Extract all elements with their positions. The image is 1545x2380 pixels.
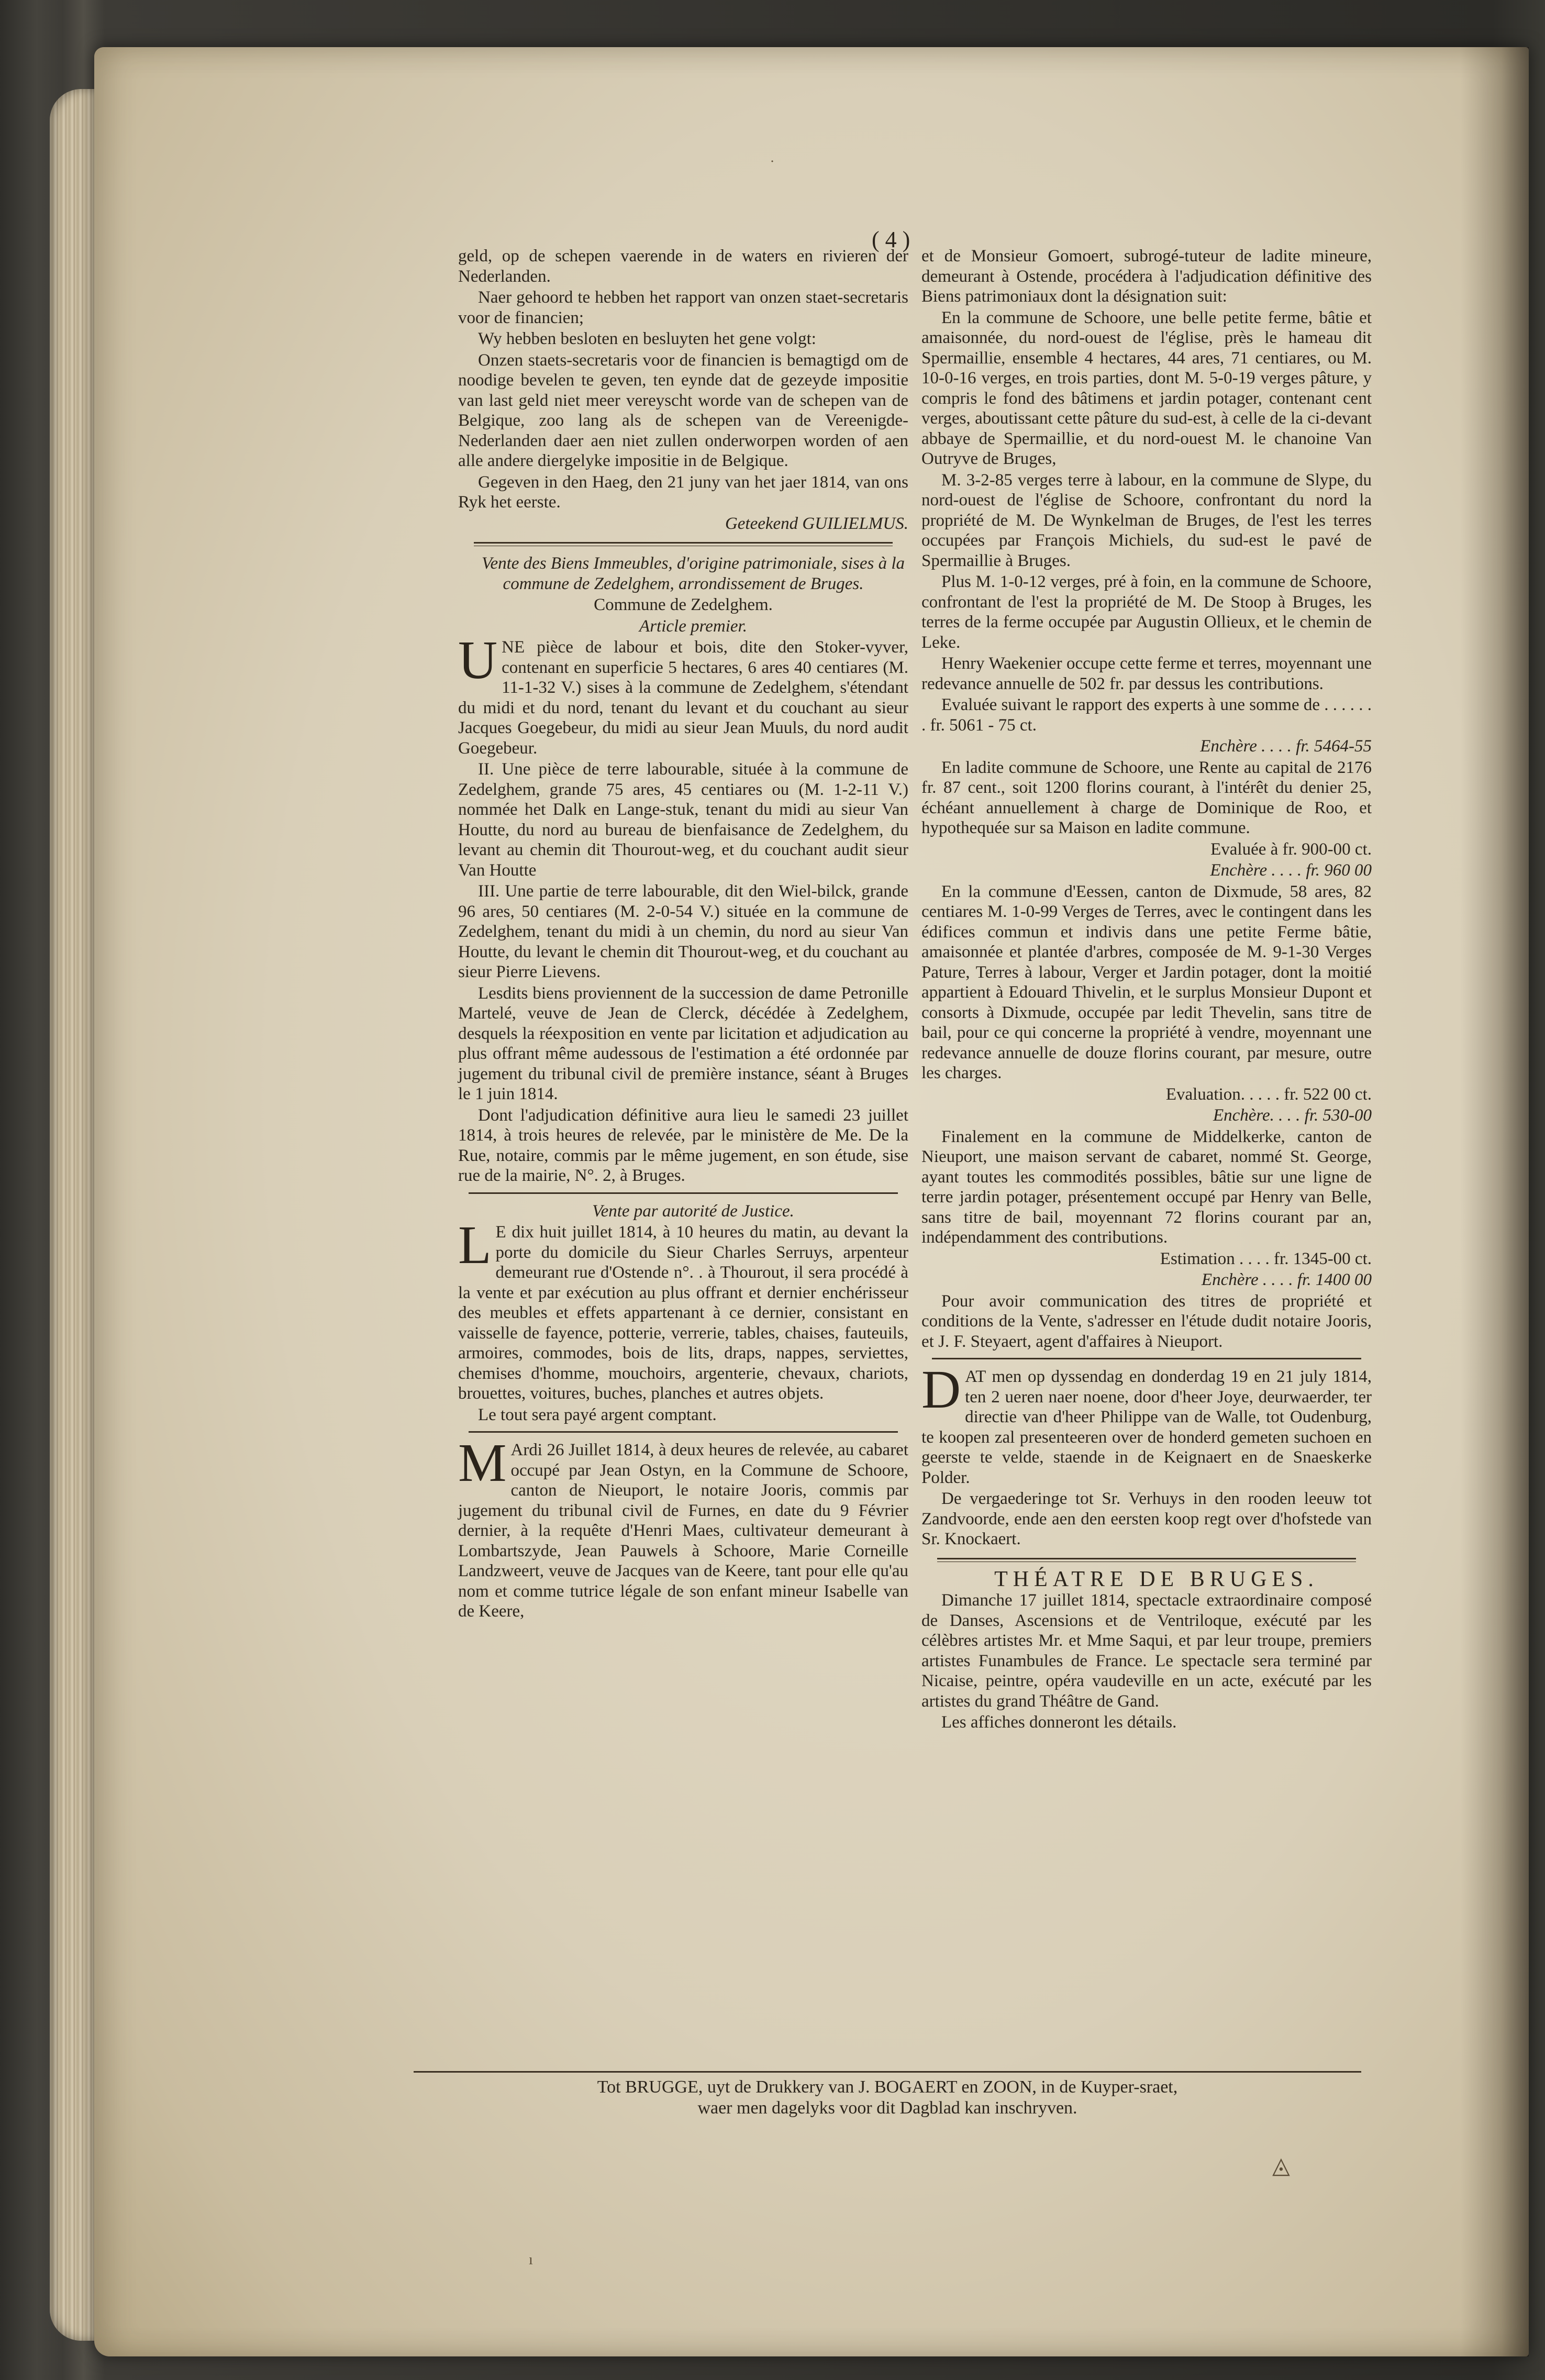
- ink-mark: ı: [529, 2252, 533, 2268]
- decree-text: geld, op de schepen vaerende in de waters en rivieren der Nederlanden.: [458, 247, 908, 286]
- notice-text: et de Monsieur Gomoert, subrogé-tuteur de ladite mineure, demeurant à Ostende, procédera à l'adjudication définitive des Biens patrimoniaux dont la désignation suit:: [921, 247, 1372, 306]
- bid-line: Enchère . . . . fr. 960 00: [1210, 861, 1372, 880]
- valuation-line: Evaluée à fr. 900-00 ct.: [1210, 839, 1372, 859]
- notice-text: Plus M. 1-0-12 verges, pré à foin, en la commune de Schoore, confrontant de l'est la propriété de M. De Stoop à Bruges, les terres de la ferme occupée par Augustin Ollieux, et le chemin de Leke.: [921, 572, 1372, 652]
- drop-cap: L: [458, 1215, 492, 1275]
- theatre-text: Dimanche 17 juillet 1814, spectacle extraordinaire composé de Danses, Ascensions et de Ventriloque, exécuté par les célèbres artistes Mr. et Mme Saqui, et par leur troupe, premiers artistes Funambules de France. Le spectacle sera terminé par Nicaise, peintre, opéra vaudeville en un acte, exécuté par les artistes du grand Théâtre de Gand.: [921, 1591, 1372, 1711]
- justice-title: Vente par autorité de Justice.: [592, 1201, 794, 1221]
- valuation-line: Evaluation. . . . . fr. 522 00 ct.: [1165, 1084, 1372, 1104]
- notice-text: En la commune de Schoore, une belle petite ferme, bâtie et amaisonnée, du nord-ouest de l'église, près le hameau dit Spermaillie, ensemble 4 hectares, 44 ares, 71 centiares, ou M. 10-0-16 verges, en trois parties, dont M. 5-0-19 verges pâture, y compris le fond des bâtimens et jardin potager, contenant cent verges, aboutissant cette pâture du sud-est, à celle de la ci-devant abbaye de Spermaillie, et du nord-ouest M. le chanoine Van Outryve de Bruges,: [921, 308, 1372, 468]
- section-divider: [469, 1431, 898, 1433]
- decree-text: Wy hebben besloten en besluyten het gene volgt:: [478, 329, 816, 348]
- bid-line: Enchère . . . . fr. 1400 00: [1201, 1270, 1372, 1289]
- right-column: [921, 246, 1372, 1734]
- bid-line: Enchère. . . . fr. 530-00: [1213, 1106, 1372, 1125]
- notice-text: M. 3-2-85 verges terre à labour, en la commune de Slype, du nord-ouest de l'église de Schoore, confrontant du nord la propriété de M. De Wynkelman de Bruges, de l'est les terres occupées par François Michiels, du sud-est le pavé de Spermaillie à Bruges.: [921, 470, 1372, 570]
- bid-line: Enchère . . . . fr. 5464-55: [1200, 737, 1372, 756]
- drop-cap: M: [458, 1433, 507, 1493]
- decree-text: Naer gehoord te hebben het rapport van onzen staet-secretaris voor de financien;: [458, 288, 908, 327]
- notice-text: En la commune d'Eessen, canton de Dixmude, 58 ares, 82 centiares M. 1-0-99 Verges de Terres, avec le contingent dans les édifices commun et indivis dans une petite Ferme bâtie, amaisonnée et plantée d'arbres, composée de M. 9-1-30 Verges Pature, Terres à labour, Verger et Jardin potager, dont la moitié appartient à Edouard Thivelin, et le surplus Monsieur Dupont et consorts à Dixmude, occupée par ledit Thevelin, sans titre de bail, pour ce qui concerne la propriété à vendre, moyennant une redevance annuelle de douze florins courant, par mesure, outre les charges.: [921, 882, 1372, 1082]
- dutch-notice-text: De vergaederinge tot Sr. Verhuys in den rooden leeuw tot Zandvoorde, ende aen den eersten koop regt over d'hofstede van Sr. Knockaert.: [921, 1489, 1372, 1548]
- justice-sale: [458, 1215, 908, 1404]
- notice-text: Pour avoir communication des titres de propriété et conditions de la Vente, s'adresser en l'étude dudit notaire Jooris, et J. F. Steyaert, agent d'affaires à Nieuport.: [921, 1291, 1372, 1351]
- article-one: [458, 630, 908, 758]
- adjudication-text: Dont l'adjudication définitive aura lieu le samedi 23 juillet 1814, à trois heures de relevée, par le ministère de Me. De la Rue, notaire, commis par le même jugement, en son étude, sise rue de la mairie, N°. 2, à Bruges.: [458, 1105, 908, 1185]
- decree-signature: Geteekend GUILIELMUS.: [725, 514, 908, 533]
- article-heading: Article premier.: [639, 616, 747, 636]
- commune-heading: Commune de Zedelghem.: [594, 595, 773, 614]
- valuation-line: Estimation . . . . fr. 1345-00 ct.: [1160, 1249, 1372, 1268]
- drop-cap: D: [921, 1359, 961, 1420]
- ink-mark: ˙: [770, 157, 775, 174]
- mardi-notice-text: Ardi 26 Juillet 1814, à deux heures de relevée, au cabaret occupé par Jean Ostyn, en la Commune de Schoore, canton de Nieuport, le notaire Jooris, commis par jugement du tribunal civil de Furnes, en date du 9 Février dernier, à la requête d'Henri Maes, cultivateur demeurant à Lombartszyde, Jean Pauwels à Schoore, Marie Corneille Landzweert, veuve de Jacques van de Keere, tant pour elle qu'au nom et comme tutrice légale de son enfant mineur Isabelle van de Keere,: [458, 1441, 908, 1621]
- section-divider: [932, 1358, 1361, 1359]
- imprint-footer: [414, 2071, 1361, 2119]
- notice-text: En ladite commune de Schoore, une Rente au capital de 2176 fr. 87 cent., soit 1200 florins courant, à l'intérêt du denier 25, échéant annuellement à charge de Dominique de Roo, et hypothequée sur sa Maison en ladite commune.: [921, 758, 1372, 837]
- payment-note: Le tout sera payé argent comptant.: [478, 1405, 717, 1424]
- ink-mark: ◬: [1272, 2153, 1290, 2178]
- binding-shadow: [1461, 47, 1529, 2356]
- article-three: III. Une partie de terre labourable, dit den Wiel-bilck, grande 96 ares, 50 centiares (M. 2-0-54 V.) située en la commune de Zedelghem, tenant du midi à un chemin, du nord au sieur Van Houtte, du levant le chemin dit Thourout-weg, et du couchant au sieur Pierre Lievens.: [458, 882, 908, 981]
- decree-text: Gegeven in den Haeg, den 21 juny van het jaer 1814, van ons Ryk het eerste.: [458, 472, 908, 512]
- succession-text: Lesdits biens proviennent de la succession de dame Petronille Martelé, veuve de Jean de Clerck, décédée à Zedelghem, desquels la réexposition en vente par licitation et adjudication au plus offrant même audessous de l'estimation a été ordonnée par jugement du tribunal civil de première instance, séant à Bruges le 1 juin 1814.: [458, 983, 908, 1103]
- imprint-line: waer men dagelyks voor dit Dagblad kan inschryven.: [697, 2098, 1077, 2118]
- section-divider: [937, 1558, 1356, 1562]
- drop-cap: U: [458, 630, 498, 690]
- sale-title: Vente des Biens Immeubles, d'origine patrimoniale, sises à la commune de Zedelghem, arrondissement de Bruges.: [481, 554, 905, 593]
- imprint-line: Tot BRUGGE, uyt de Drukkery van J. BOGAERT en ZOON, in de Kuyper-sraet,: [597, 2077, 1178, 2097]
- section-divider: [474, 542, 893, 546]
- article-one-text: NE pièce de labour et bois, dite den Stoker-vyver, contenant en superficie 5 hectares, 6 ares 40 centiares (M. 11-1-32 V.) sises à la commune de Zedelghem, s'étendant du midi et du nord, tenant du levant et du couchant au sieur Jacques Goegebeur, du midi au sieur Jean Muuls, du nord audit Goegebeur.: [458, 638, 908, 758]
- mardi-notice: [458, 1433, 908, 1622]
- notice-text: Finalement en la commune de Middelkerke, canton de Nieuport, une maison servant de cabaret, nommé St. George, ayant toutes les commodités possibles, bâtie sur une ligne de terre jardin potager, présentement occupé par Henry van Belle, sans titre de bail, moyennant 72 florins courant par an, indépendamment des contributions.: [921, 1127, 1372, 1247]
- valuation-line: Evaluée suivant le rapport des experts à une somme de . . . . . . . fr. 5061 - 75 ct.: [921, 695, 1372, 735]
- dutch-notice-text: AT men op dyssendag en donderdag 19 en 21 july 1814, ten 2 ueren naer noene, door d'heer Joye, deurwaerder, ter directie van d'heer Philippe van de Walle, tot Oudenburg, te koopen zal presenteeren over de honderd gemeten suchoen en geerste te velde, staende in de Keignaert en de Snaeskerke Polder.: [921, 1367, 1372, 1487]
- section-divider: [469, 1192, 898, 1194]
- left-column: [458, 246, 908, 1623]
- notice-text: Henry Waekenier occupe cette ferme et terres, moyennant une redevance annuelle de 502 fr. par dessus les contributions.: [921, 654, 1372, 693]
- theatre-title: THÉATRE DE BRUGES.: [994, 1567, 1319, 1591]
- theatre-text: Les affiches donneront les détails.: [941, 1713, 1177, 1732]
- decree-text: Onzen staets-secretaris voor de financien is bemagtigd om de noodige bevelen te geven, ten eynde dat de gezeyde impositie van last geld niet meer vereyscht worde van de schepen van de Belgique, zoo lang als de schepen van de Vereenigde-Nederlanden daer aen niet zullen onderworpen worden of aen alle andere diergelyke impositie in de Belgique.: [458, 350, 908, 470]
- article-two: II. Une pièce de terre labourable, située à la commune de Zedelghem, grande 75 ares, 45 centiares ou (M. 1-2-11 V.) nommée het Dalk en Lange-stuk, tenant du midi au sieur Van Houtte, du nord au bureau de bienfaisance de Zedelghem, du levant au chemin dit Thourout-weg, et du couchant audit sieur Van Houtte: [458, 760, 908, 880]
- dutch-notice: [921, 1359, 1372, 1488]
- justice-sale-text: E dix huit juillet 1814, à 10 heures du matin, au devant la porte du domicile du Sieur Charles Serruys, arpenteur demeurant rue d'Ostende n°. . à Thourout, il sera procédé à la vente et par exécution au plus offrant et dernier enchérisseur des meubles et effets appartenant à ce dernier, consistant en vaisselle de fayence, potterie, verrerie, tables, chaises, fauteuils, armoires, commodes, bois de lits, draps, nappes, serviettes, chemises d'homme, mouchoirs, argenterie, chevaux, chariots, brouettes, voitures, buches, planches et autres objets.: [458, 1223, 908, 1403]
- page-number: ( 4 ): [872, 227, 910, 252]
- footer-rule: [414, 2071, 1361, 2073]
